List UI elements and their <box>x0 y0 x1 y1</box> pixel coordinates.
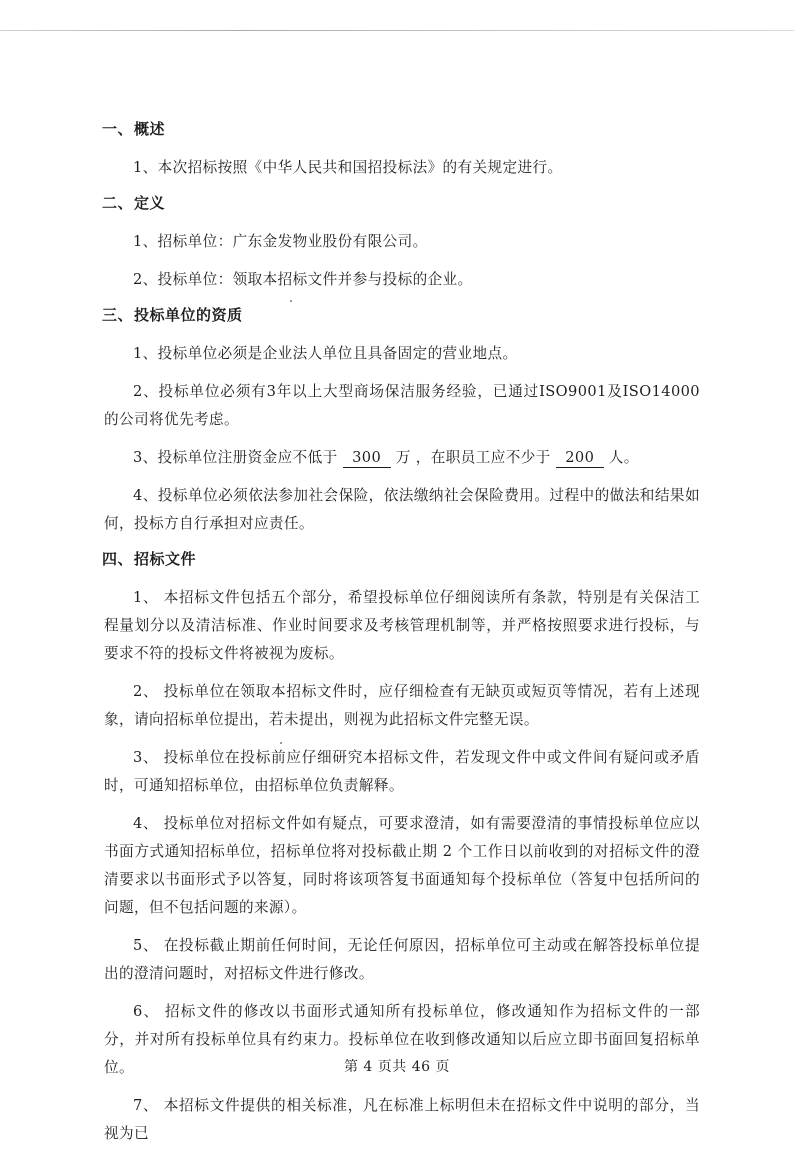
section-title: 定义 <box>134 194 166 212</box>
paragraph: 1、投标单位必须是企业法人单位且具备固定的营业地点。 <box>133 345 518 362</box>
section-number: 一、 <box>102 120 134 138</box>
section-title: 投标单位的资质 <box>134 306 243 324</box>
paragraph: 1、招标单位：广东金发物业股份有限公司。 <box>133 233 428 250</box>
section-title: 招标文件 <box>134 550 197 568</box>
section-heading <box>102 192 700 214</box>
paragraph: 4、投标单位必须依法参加社会保险，依法缴纳社会保险费用。过程中的做法和结果如何，投标方自行承担对应责任。 <box>104 487 700 532</box>
paragraph: 1、本次招标按照《中华人民共和国招投标法》的有关规定进行。 <box>133 159 563 176</box>
page-number: 第 4 页共 46 页 <box>343 1059 451 1075</box>
paragraph: 1、 本招标文件包括五个部分，希望投标单位仔细阅读所有条款，特别是有关保洁工程量划分以及清洁标准、作业时间要求及考核管理机制等，并严格按照要求进行投标，与要求不符的投标文件将被视为废标。 <box>104 589 700 662</box>
capital-suffix: 人。 <box>608 449 639 466</box>
scan-edge-line <box>0 30 794 31</box>
section-title: 概述 <box>134 120 166 138</box>
paragraph: 4、 投标单位对招标文件如有疑点，可要求澄清，如有需要澄清的事情投标单位应以书面方式通知招标单位，招标单位将对投标截止期 2 个工作日以前收到的对招标文件的澄清要求以书面形式予以答复，同时将该项答复书面通知每个投标单位（答复中包括所问的问题，但不包括问题的来源）。 <box>104 815 700 916</box>
section-number: 二、 <box>102 194 134 212</box>
section-heading <box>102 118 700 140</box>
capital-requirement-paragraph <box>104 444 700 472</box>
paragraph: 6、 招标文件的修改以书面形式通知所有投标单位，修改通知作为招标文件的一部分，并对所有投标单位具有约束力。投标单位在收到修改通知以后应立即书面回复招标单位。 <box>104 1003 700 1076</box>
section-number: 四、 <box>102 550 134 568</box>
paragraph: 2、投标单位：领取本招标文件并参与投标的企业。 <box>133 271 473 288</box>
capital-mid: 万 ，在职员工应不少于 <box>395 449 551 466</box>
staff-count-blank: 200 <box>556 449 604 468</box>
capital-amount-blank: 300 <box>343 449 391 468</box>
section-heading <box>102 304 700 326</box>
document-body <box>104 118 700 1158</box>
paragraph: 2、投标单位必须有3年以上大型商场保洁服务经验，已通过ISO9001及ISO14000的公司将优先考虑。 <box>104 383 700 428</box>
section-number: 三、 <box>102 306 134 324</box>
paragraph: 7、 本招标文件提供的相关标准，凡在标准上标明但未在招标文件中说明的部分，当视为已 <box>104 1097 700 1142</box>
capital-prefix: 3、投标单位注册资金应不低于 <box>133 449 338 466</box>
section-heading <box>102 548 700 570</box>
paragraph: 3、 投标单位在投标前应仔细研究本招标文件，若发现文件中或文件间有疑问或矛盾时，可通知招标单位，由招标单位负责解释。 <box>104 749 700 794</box>
paragraph: 5、 在投标截止期前任何时间，无论任何原因，招标单位可主动或在解答投标单位提出的澄清问题时，对招标文件进行修改。 <box>104 937 700 982</box>
paragraph: 2、 投标单位在领取本招标文件时，应仔细检查有无缺页或短页等情况，若有上述现象，请向招标单位提出，若未提出，则视为此招标文件完整无误。 <box>104 683 700 728</box>
